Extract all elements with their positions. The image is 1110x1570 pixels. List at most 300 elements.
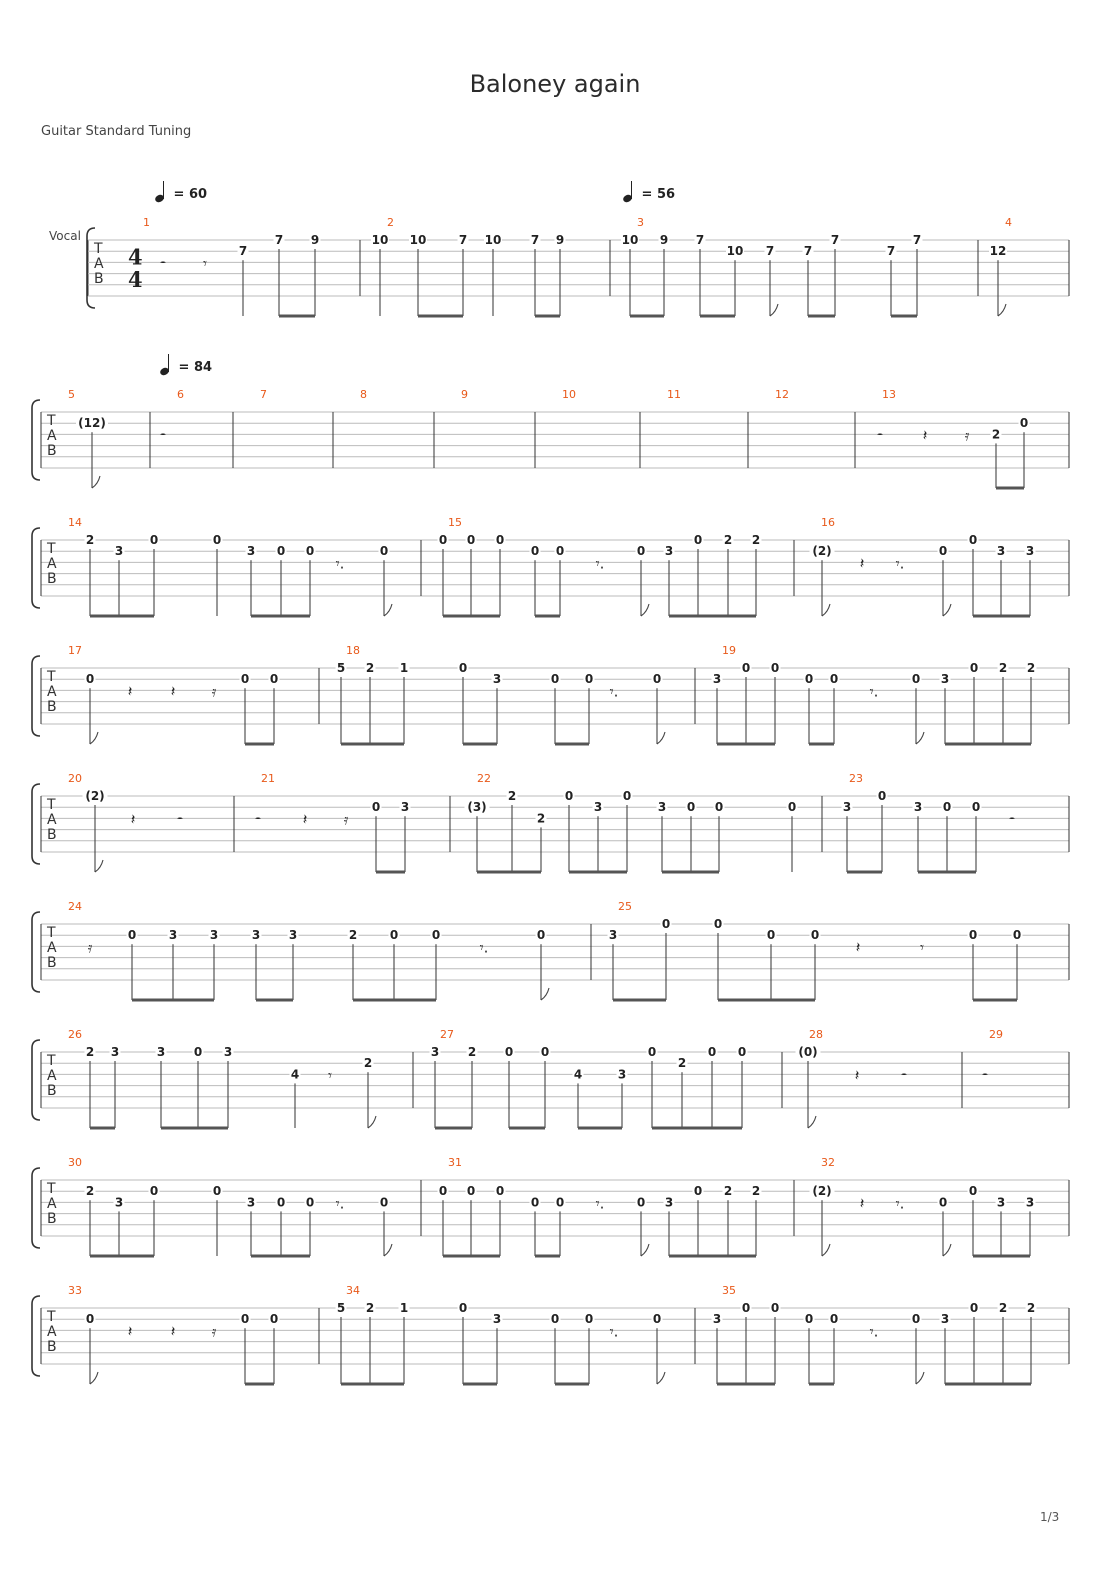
note-flag bbox=[998, 304, 1006, 316]
fret-number: 2 bbox=[507, 789, 517, 803]
fret-number: 0 bbox=[193, 1045, 203, 1059]
fret-number: 0 bbox=[652, 1312, 662, 1327]
fret-number: 0 bbox=[707, 1045, 717, 1059]
measure-number: 14 bbox=[68, 516, 82, 529]
rest-symbol: 𝄾. bbox=[595, 554, 605, 573]
note-flag bbox=[916, 1372, 924, 1384]
system-brace bbox=[32, 784, 40, 864]
tab-clef-letter: T bbox=[47, 541, 56, 557]
fret-number: (12) bbox=[78, 416, 106, 431]
tab-clef-letter: B bbox=[94, 271, 104, 287]
measure-number: 34 bbox=[346, 1284, 360, 1297]
fret-number: 2 bbox=[998, 661, 1008, 675]
tab-staff-system bbox=[0, 1022, 1110, 1142]
fret-number: 3 bbox=[114, 544, 124, 559]
rest-symbol: 𝄽 bbox=[170, 1322, 176, 1341]
tab-clef-letter: B bbox=[47, 955, 57, 971]
fret-number: 2 bbox=[998, 1301, 1008, 1315]
fret-number: 12 bbox=[989, 244, 1007, 259]
tab-clef-letter: A bbox=[47, 684, 57, 700]
fret-number: 0 bbox=[686, 800, 696, 815]
fret-number: 0 bbox=[693, 1184, 703, 1199]
fret-number: 0 bbox=[647, 1045, 657, 1059]
system-brace bbox=[32, 1168, 40, 1248]
fret-number: 0 bbox=[770, 661, 780, 675]
fret-number: 0 bbox=[276, 544, 286, 559]
tab-clef-letter: A bbox=[47, 1068, 57, 1084]
tab-clef-letter: T bbox=[47, 797, 56, 813]
rest-symbol: 𝄾. bbox=[609, 1322, 619, 1341]
measure-number: 32 bbox=[821, 1156, 835, 1169]
fret-number: 7 bbox=[912, 233, 922, 247]
note-flag bbox=[641, 1244, 649, 1256]
fret-number: 3 bbox=[664, 544, 674, 559]
fret-number: 3 bbox=[246, 544, 256, 559]
tempo-marking bbox=[623, 180, 675, 202]
fret-number: 0 bbox=[971, 800, 981, 815]
tab-clef-letter: T bbox=[47, 1053, 56, 1069]
tab-clef-letter: B bbox=[47, 571, 57, 587]
fret-number: 3 bbox=[657, 800, 667, 815]
measure-number: 8 bbox=[360, 388, 367, 401]
quarter-note-icon bbox=[623, 180, 637, 202]
fret-number: 3 bbox=[842, 800, 852, 815]
quarter-note-icon bbox=[160, 353, 174, 375]
rest-symbol: 𝄾. bbox=[479, 938, 489, 957]
fret-number: 0 bbox=[379, 1195, 389, 1210]
note-flag bbox=[90, 1372, 98, 1384]
fret-number: 0 bbox=[458, 1301, 468, 1315]
fret-number: 0 bbox=[555, 544, 565, 559]
measure-number: 28 bbox=[809, 1028, 823, 1041]
tab-staff-system bbox=[0, 1278, 1110, 1398]
fret-number: 0 bbox=[466, 1184, 476, 1199]
system-brace bbox=[32, 1296, 40, 1376]
measure-number: 2 bbox=[387, 216, 394, 229]
fret-number: 3 bbox=[996, 544, 1006, 559]
rest-symbol: 𝄾 bbox=[203, 254, 207, 273]
rest-symbol: 𝄾. bbox=[595, 1194, 605, 1213]
tab-staff-system bbox=[0, 210, 1110, 330]
fret-number: 3 bbox=[246, 1195, 256, 1210]
tab-clef-letter: B bbox=[47, 1211, 57, 1227]
fret-number: 0 bbox=[1012, 928, 1022, 943]
fret-number: 0 bbox=[942, 800, 952, 815]
note-flag bbox=[822, 1244, 830, 1256]
note-flag bbox=[657, 1372, 665, 1384]
fret-number: 3 bbox=[492, 1312, 502, 1327]
measure-number: 20 bbox=[68, 772, 82, 785]
note-flag bbox=[541, 988, 549, 1000]
fret-number: 0 bbox=[911, 672, 921, 687]
measure-number: 21 bbox=[261, 772, 275, 785]
tempo-value: = 84 bbox=[178, 360, 213, 375]
tab-clef-letter: A bbox=[47, 1196, 57, 1212]
fret-number: 0 bbox=[495, 1184, 505, 1199]
tab-clef-letter: T bbox=[47, 1309, 56, 1325]
fret-number: 0 bbox=[550, 1312, 560, 1327]
system-brace bbox=[32, 1040, 40, 1120]
note-flag bbox=[384, 1244, 392, 1256]
fret-number: 3 bbox=[492, 672, 502, 687]
rest-symbol: 𝄿 bbox=[343, 810, 349, 829]
fret-number: 0 bbox=[438, 533, 448, 547]
fret-number: 0 bbox=[787, 800, 797, 815]
fret-number: 0 bbox=[968, 533, 978, 547]
fret-number: 3 bbox=[617, 1067, 627, 1082]
fret-number: 0 bbox=[584, 672, 594, 687]
fret-number: 0 bbox=[766, 928, 776, 943]
measure-number: 6 bbox=[177, 388, 184, 401]
fret-number: 0 bbox=[458, 661, 468, 675]
fret-number: 0 bbox=[693, 533, 703, 547]
instrument-label: Vocal bbox=[49, 229, 81, 243]
fret-number: 3 bbox=[940, 1312, 950, 1327]
fret-number: 9 bbox=[555, 233, 565, 247]
fret-number: 0 bbox=[438, 1184, 448, 1199]
note-flag bbox=[92, 476, 100, 488]
fret-number: 0 bbox=[389, 928, 399, 943]
note-flag bbox=[770, 304, 778, 316]
fret-number: 3 bbox=[168, 928, 178, 943]
fret-number: 7 bbox=[765, 244, 775, 259]
rest-symbol: 𝄽 bbox=[302, 810, 308, 829]
tab-staff-system bbox=[0, 766, 1110, 886]
fret-number: 5 bbox=[336, 1301, 346, 1315]
tab-clef-letter: B bbox=[47, 1083, 57, 1099]
rest-symbol: 𝄾. bbox=[869, 1322, 879, 1341]
fret-number: 10 bbox=[726, 244, 744, 259]
tab-staff-system bbox=[0, 894, 1110, 1014]
fret-number: 2 bbox=[751, 1184, 761, 1199]
fret-number: 7 bbox=[274, 233, 284, 247]
tempo-value: = 60 bbox=[173, 187, 208, 202]
note-flag bbox=[641, 604, 649, 616]
tab-staff-system bbox=[0, 382, 1110, 502]
fret-number: 0 bbox=[652, 672, 662, 687]
note-flag bbox=[916, 732, 924, 744]
rest-symbol: 𝄼 bbox=[255, 810, 261, 829]
tab-clef-letter: B bbox=[47, 1339, 57, 1355]
system-brace bbox=[32, 528, 40, 608]
fret-number: 0 bbox=[371, 800, 381, 815]
rest-symbol: 𝄾. bbox=[895, 554, 905, 573]
fret-number: 0 bbox=[741, 661, 751, 675]
rest-symbol: 𝄾 bbox=[920, 938, 924, 957]
fret-number: 0 bbox=[564, 789, 574, 803]
rest-symbol: 𝄼 bbox=[160, 426, 166, 445]
fret-number: 0 bbox=[661, 917, 671, 931]
tab-clef-letter: B bbox=[47, 443, 57, 459]
tab-clef-letter: B bbox=[47, 827, 57, 843]
measure-number: 18 bbox=[346, 644, 360, 657]
fret-number: 0 bbox=[911, 1312, 921, 1327]
tempo-marking bbox=[155, 180, 207, 202]
measure-number: 27 bbox=[440, 1028, 454, 1041]
tab-staff-system bbox=[0, 638, 1110, 758]
tab-clef-letter: T bbox=[47, 925, 56, 941]
page-number: 1/3 bbox=[1040, 1510, 1060, 1524]
tab-clef-letter: A bbox=[47, 812, 57, 828]
fret-number: 3 bbox=[608, 928, 618, 943]
fret-number: 9 bbox=[310, 233, 320, 247]
fret-number: 0 bbox=[804, 1312, 814, 1327]
fret-number: 0 bbox=[550, 672, 560, 687]
fret-number: 7 bbox=[886, 244, 896, 259]
tab-clef-letter: T bbox=[47, 1181, 56, 1197]
fret-number: 0 bbox=[713, 917, 723, 931]
measure-number: 25 bbox=[618, 900, 632, 913]
fret-number: 2 bbox=[723, 533, 733, 547]
fret-number: 3 bbox=[712, 672, 722, 687]
tab-clef-letter: A bbox=[47, 428, 57, 444]
fret-number: 0 bbox=[530, 544, 540, 559]
fret-number: 2 bbox=[536, 811, 546, 826]
tempo-marking bbox=[160, 353, 212, 375]
fret-number: 0 bbox=[540, 1045, 550, 1059]
rest-symbol: 𝄽 bbox=[170, 682, 176, 701]
rest-symbol: 𝄿 bbox=[964, 426, 970, 445]
measure-number: 7 bbox=[260, 388, 267, 401]
fret-number: 0 bbox=[968, 1184, 978, 1199]
rest-symbol: 𝄿 bbox=[211, 1322, 217, 1341]
song-title: Baloney again bbox=[469, 70, 641, 98]
fret-number: 2 bbox=[991, 427, 1001, 442]
fret-number: 2 bbox=[348, 928, 358, 943]
measure-number: 13 bbox=[882, 388, 896, 401]
tab-clef-letter: A bbox=[47, 556, 57, 572]
fret-number: 0 bbox=[536, 928, 546, 943]
fret-number: 0 bbox=[85, 672, 95, 687]
tab-clef-letter: A bbox=[47, 1324, 57, 1340]
fret-number: 5 bbox=[336, 661, 346, 675]
fret-number: 0 bbox=[269, 672, 279, 687]
note-flag bbox=[384, 604, 392, 616]
rest-symbol: 𝄽 bbox=[854, 1066, 860, 1085]
fret-number: 7 bbox=[238, 244, 248, 259]
fret-number: 3 bbox=[940, 672, 950, 687]
tab-clef-letter: A bbox=[94, 256, 104, 272]
fret-number: 3 bbox=[223, 1045, 233, 1059]
measure-number: 17 bbox=[68, 644, 82, 657]
tab-clef-letter: T bbox=[47, 669, 56, 685]
fret-number: 0 bbox=[622, 789, 632, 803]
fret-number: 0 bbox=[269, 1312, 279, 1327]
rest-symbol: 𝄾. bbox=[895, 1194, 905, 1213]
note-flag bbox=[822, 604, 830, 616]
fret-number: 3 bbox=[1025, 544, 1035, 559]
fret-number: 0 bbox=[240, 672, 250, 687]
rest-symbol: 𝄽 bbox=[922, 426, 928, 445]
rest-symbol: 𝄾. bbox=[869, 682, 879, 701]
fret-number: 0 bbox=[305, 544, 315, 559]
fret-number: 0 bbox=[212, 533, 222, 547]
fret-number: 2 bbox=[365, 1301, 375, 1315]
fret-number: 10 bbox=[621, 233, 639, 247]
fret-number: 0 bbox=[810, 928, 820, 943]
fret-number: 0 bbox=[504, 1045, 514, 1059]
tab-staff-system bbox=[0, 510, 1110, 630]
fret-number: 0 bbox=[212, 1184, 222, 1199]
fret-number: 9 bbox=[659, 233, 669, 247]
measure-number: 30 bbox=[68, 1156, 82, 1169]
note-flag bbox=[90, 732, 98, 744]
rest-symbol: 𝄼 bbox=[982, 1066, 988, 1085]
note-flag bbox=[943, 604, 951, 616]
rest-symbol: 𝄾. bbox=[335, 1194, 345, 1213]
fret-number: 0 bbox=[149, 533, 159, 547]
tab-staff-system bbox=[0, 1150, 1110, 1270]
measure-number: 23 bbox=[849, 772, 863, 785]
note-flag bbox=[943, 1244, 951, 1256]
fret-number: (3) bbox=[467, 800, 487, 815]
fret-number: 0 bbox=[714, 800, 724, 815]
rest-symbol: 𝄾 bbox=[328, 1066, 332, 1085]
rest-symbol: 𝄿 bbox=[211, 682, 217, 701]
measure-number: 26 bbox=[68, 1028, 82, 1041]
system-brace bbox=[32, 912, 40, 992]
fret-number: 2 bbox=[751, 533, 761, 547]
measure-number: 11 bbox=[667, 388, 681, 401]
rest-symbol: 𝄽 bbox=[127, 682, 133, 701]
fret-number: 2 bbox=[1026, 661, 1036, 675]
measure-number: 10 bbox=[562, 388, 576, 401]
rest-symbol: 𝄽 bbox=[130, 810, 136, 829]
fret-number: 0 bbox=[969, 661, 979, 675]
rest-symbol: 𝄿 bbox=[87, 938, 93, 957]
note-flag bbox=[95, 860, 103, 872]
rest-symbol: 𝄼 bbox=[177, 810, 183, 829]
fret-number: 3 bbox=[430, 1045, 440, 1059]
measure-number: 22 bbox=[477, 772, 491, 785]
note-flag bbox=[368, 1116, 376, 1128]
fret-number: 2 bbox=[85, 1045, 95, 1059]
fret-number: 0 bbox=[938, 1195, 948, 1210]
tab-clef-letter: A bbox=[47, 940, 57, 956]
fret-number: 0 bbox=[636, 1195, 646, 1210]
fret-number: 0 bbox=[530, 1195, 540, 1210]
tempo-value: = 56 bbox=[641, 187, 676, 202]
fret-number: 0 bbox=[379, 544, 389, 559]
fret-number: 7 bbox=[458, 233, 468, 247]
fret-number: 0 bbox=[149, 1184, 159, 1199]
fret-number: 0 bbox=[829, 672, 839, 687]
measure-number: 15 bbox=[448, 516, 462, 529]
measure-number: 31 bbox=[448, 1156, 462, 1169]
fret-number: 7 bbox=[830, 233, 840, 247]
fret-number: 3 bbox=[114, 1195, 124, 1210]
fret-number: 0 bbox=[305, 1195, 315, 1210]
fret-number: 2 bbox=[467, 1045, 477, 1059]
fret-number: 2 bbox=[85, 1184, 95, 1199]
fret-number: 2 bbox=[85, 533, 95, 547]
measure-number: 33 bbox=[68, 1284, 82, 1297]
fret-number: 0 bbox=[495, 533, 505, 547]
measure-number: 35 bbox=[722, 1284, 736, 1297]
fret-number: 0 bbox=[829, 1312, 839, 1327]
rest-symbol: 𝄽 bbox=[859, 554, 865, 573]
rest-symbol: 𝄼 bbox=[1009, 810, 1015, 829]
fret-number: 0 bbox=[584, 1312, 594, 1327]
fret-number: 3 bbox=[996, 1195, 1006, 1210]
fret-number: 3 bbox=[1025, 1195, 1035, 1210]
fret-number: 0 bbox=[1019, 416, 1029, 431]
fret-number: 4 bbox=[290, 1067, 300, 1082]
fret-number: 0 bbox=[636, 544, 646, 559]
rest-symbol: 𝄼 bbox=[160, 254, 166, 273]
fret-number: 0 bbox=[804, 672, 814, 687]
measure-number: 1 bbox=[143, 216, 150, 229]
tab-clef-letter: B bbox=[47, 699, 57, 715]
fret-number: 0 bbox=[737, 1045, 747, 1059]
fret-number: 7 bbox=[803, 244, 813, 259]
measure-number: 29 bbox=[989, 1028, 1003, 1041]
fret-number: (2) bbox=[812, 544, 832, 559]
fret-number: (2) bbox=[85, 789, 105, 803]
measure-number: 9 bbox=[461, 388, 468, 401]
fret-number: 3 bbox=[288, 928, 298, 943]
tuning-label: Guitar Standard Tuning bbox=[41, 124, 192, 139]
fret-number: 3 bbox=[400, 800, 410, 815]
fret-number: 10 bbox=[484, 233, 502, 247]
fret-number: (0) bbox=[798, 1045, 818, 1059]
measure-number: 16 bbox=[821, 516, 835, 529]
rest-symbol: 𝄾. bbox=[335, 554, 345, 573]
system-brace bbox=[32, 656, 40, 736]
fret-number: 10 bbox=[371, 233, 389, 247]
rest-symbol: 𝄽 bbox=[855, 938, 861, 957]
rest-symbol: 𝄼 bbox=[877, 426, 883, 445]
quarter-note-icon bbox=[155, 180, 169, 202]
fret-number: 3 bbox=[712, 1312, 722, 1327]
fret-number: 0 bbox=[85, 1312, 95, 1327]
fret-number: 2 bbox=[365, 661, 375, 675]
fret-number: 0 bbox=[770, 1301, 780, 1315]
tab-clef-letter: T bbox=[94, 241, 103, 257]
measure-number: 4 bbox=[1005, 216, 1012, 229]
note-flag bbox=[657, 732, 665, 744]
fret-number: 3 bbox=[251, 928, 261, 943]
fret-number: 4 bbox=[573, 1067, 583, 1082]
measure-number: 3 bbox=[637, 216, 644, 229]
fret-number: 2 bbox=[677, 1056, 687, 1071]
measure-number: 5 bbox=[68, 388, 75, 401]
rest-symbol: 𝄽 bbox=[127, 1322, 133, 1341]
measure-number: 19 bbox=[722, 644, 736, 657]
rest-symbol: 𝄽 bbox=[859, 1194, 865, 1213]
system-brace bbox=[32, 400, 40, 480]
fret-number: 10 bbox=[409, 233, 427, 247]
fret-number: 0 bbox=[969, 1301, 979, 1315]
fret-number: 0 bbox=[466, 533, 476, 547]
fret-number: 3 bbox=[156, 1045, 166, 1059]
fret-number: 0 bbox=[877, 789, 887, 803]
fret-number: 0 bbox=[938, 544, 948, 559]
fret-number: 0 bbox=[968, 928, 978, 943]
fret-number: 1 bbox=[399, 1301, 409, 1315]
fret-number: 7 bbox=[695, 233, 705, 247]
fret-number: 0 bbox=[276, 1195, 286, 1210]
fret-number: 3 bbox=[664, 1195, 674, 1210]
rest-symbol: 𝄼 bbox=[901, 1066, 907, 1085]
time-signature-numerator: 4 bbox=[128, 244, 143, 270]
fret-number: 7 bbox=[530, 233, 540, 247]
tab-clef-letter: T bbox=[47, 413, 56, 429]
fret-number: 3 bbox=[593, 800, 603, 815]
measure-number: 12 bbox=[775, 388, 789, 401]
measure-number: 24 bbox=[68, 900, 82, 913]
fret-number: 3 bbox=[209, 928, 219, 943]
